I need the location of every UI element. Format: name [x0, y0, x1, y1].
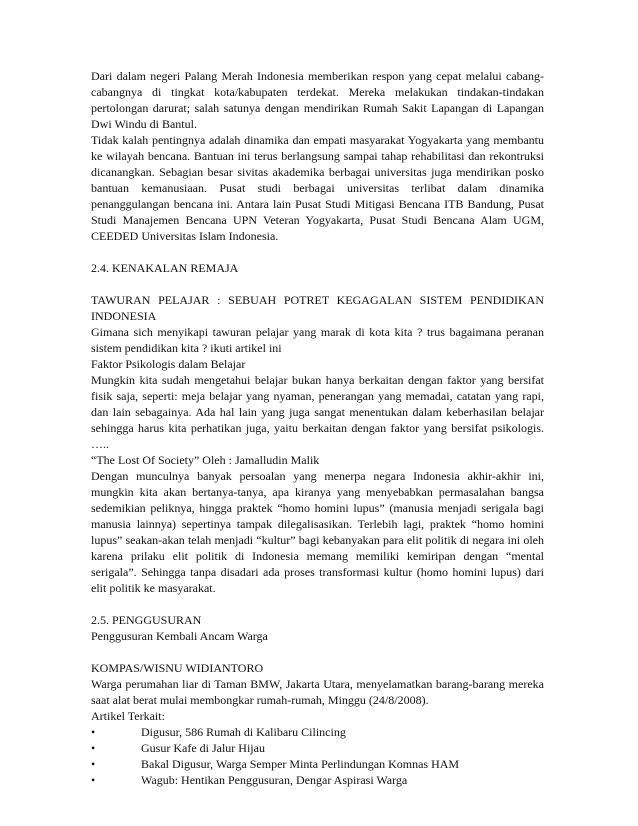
bullet-icon: • [91, 725, 96, 739]
bullet-icon: • [91, 741, 96, 755]
list-item [91, 772, 544, 788]
related-article-link[interactable]: Bakal Digusur, Warga Semper Minta Perlindungan Komnas HAM [141, 757, 460, 771]
paragraph-kompas-caption: Warga perumahan liar di Taman BMW, Jakarta Utara, menyelamatkan barang-barang mereka saat alat berat mulai membongkar rumah-rumah, Minggu (24/8/2008). [91, 677, 544, 707]
related-article-link[interactable]: Gusur Kafe di Jalur Hijau [141, 741, 265, 755]
paragraph-palang-merah: Dari dalam negeri Palang Merah Indonesia memberikan respon yang cepat melalui cabang-cabangnya di tingkat kota/kabupaten terdekat. Mereka melakukan tindakan-tindakan pertolongan darurat; salah satunya dengan mendirikan Rumah Sakit Lapangan di Lapangan Dwi Windu di Bantul. [91, 69, 544, 131]
paragraph-faktor-psikologis: Mungkin kita sudah mengetahui belajar bukan hanya berkaitan dengan faktor yang bersifat fisik saja, seperti: meja belajar yang nyaman, penerangan yang memadai, catatan yang rapi, dan lain sebagainya. Ada hal lain yang juga sangat menentukan dalam keberhasilan belajar sehingga harus kita perhatikan juga, yaitu berkaitan dengan faktor yang bersifat psikologis. ….. [91, 373, 544, 451]
paragraph-tawuran-intro: Gimana sich menyikapi tawuran pelajar yang marak di kota kita ? trus bagaimana peranan sistem pendidikan kita ? ikuti artikel ini [91, 325, 544, 355]
related-article-link[interactable]: Wagub: Hentikan Penggusuran, Dengar Aspirasi Warga [141, 773, 408, 787]
bullet-icon: • [91, 773, 96, 787]
spacer [91, 276, 544, 292]
list-item [91, 724, 544, 740]
related-articles-list [91, 724, 544, 788]
article-title-tawuran: TAWURAN PELAJAR : SEBUAH POTRET KEGAGALAN SISTEM PENDIDIKAN INDONESIA [91, 293, 544, 323]
section-heading-penggusuran: 2.5. PENGGUSURAN [91, 613, 202, 627]
subheading-faktor-psikologis: Faktor Psikologis dalam Belajar [91, 357, 246, 371]
list-item [91, 740, 544, 756]
spacer [91, 644, 544, 660]
section-heading-kenakalan-remaja: 2.4. KENAKALAN REMAJA [91, 261, 239, 275]
paragraph-dinamika-masyarakat: Tidak kalah pentingnya adalah dinamika dan empati masyarakat Yogyakarta yang membantu ke wilayah bencana. Bantuan ini terus berlangsung sampai tahap rehabilitasi dan rekontruksi dicanangkan. Sebagian besar sivitas akademika berbagai universitas juga mendirikan posko bantuan kemanusiaan. Pusat studi berbagai universitas terlibat dalam dinamika penanggulangan bencana ini. Antara lain Pusat Studi Mitigasi Bencana ITB Bandung, Pusat Studi Manajemen Bencana UPN Veteran Yogyakarta, Pusat Studi Bencana Alam UGM, CEEDED Universitas Islam Indonesia. [91, 133, 544, 243]
subheading-penggusuran-kembali: Penggusuran Kembali Ancam Warga [91, 629, 268, 643]
related-articles-label: Artikel Terkait: [91, 709, 165, 723]
document-page [91, 68, 544, 788]
list-item [91, 756, 544, 772]
photo-credit: KOMPAS/WISNU WIDIANTORO [91, 661, 264, 675]
paragraph-lost-of-society: Dengan munculnya banyak persoalan yang menerpa negara Indonesia akhir-akhir ini, mungkin kita akan bertanya-tanya, apa kiranya yang menyebabkan permasalahan bangsa sedemikian peliknya, hingga praktek “homo homini lupus” (manusia menjadi serigala bagi manusia lainnya) sepertinya tampak dilegalisasikan. Terlebih lagi, praktek “homo homini lupus” seakan-akan telah menjadi “kultur” bagi kebanyakan para elit politik di negara ini oleh karena prilaku elit politik di Indonesia memang memiliki kemiripan dengan “mental serigala”. Sehingga tanpa disadari ada proses transformasi kultur (homo homini lupus) dari elit politik ke masyarakat. [91, 469, 544, 595]
subheading-lost-of-society: “The Lost Of Society” Oleh : Jamalludin Malik [91, 453, 320, 467]
related-article-link[interactable]: Digusur, 586 Rumah di Kalibaru Cilincing [141, 725, 346, 739]
spacer [91, 596, 544, 612]
spacer [91, 244, 544, 260]
bullet-icon: • [91, 757, 96, 771]
